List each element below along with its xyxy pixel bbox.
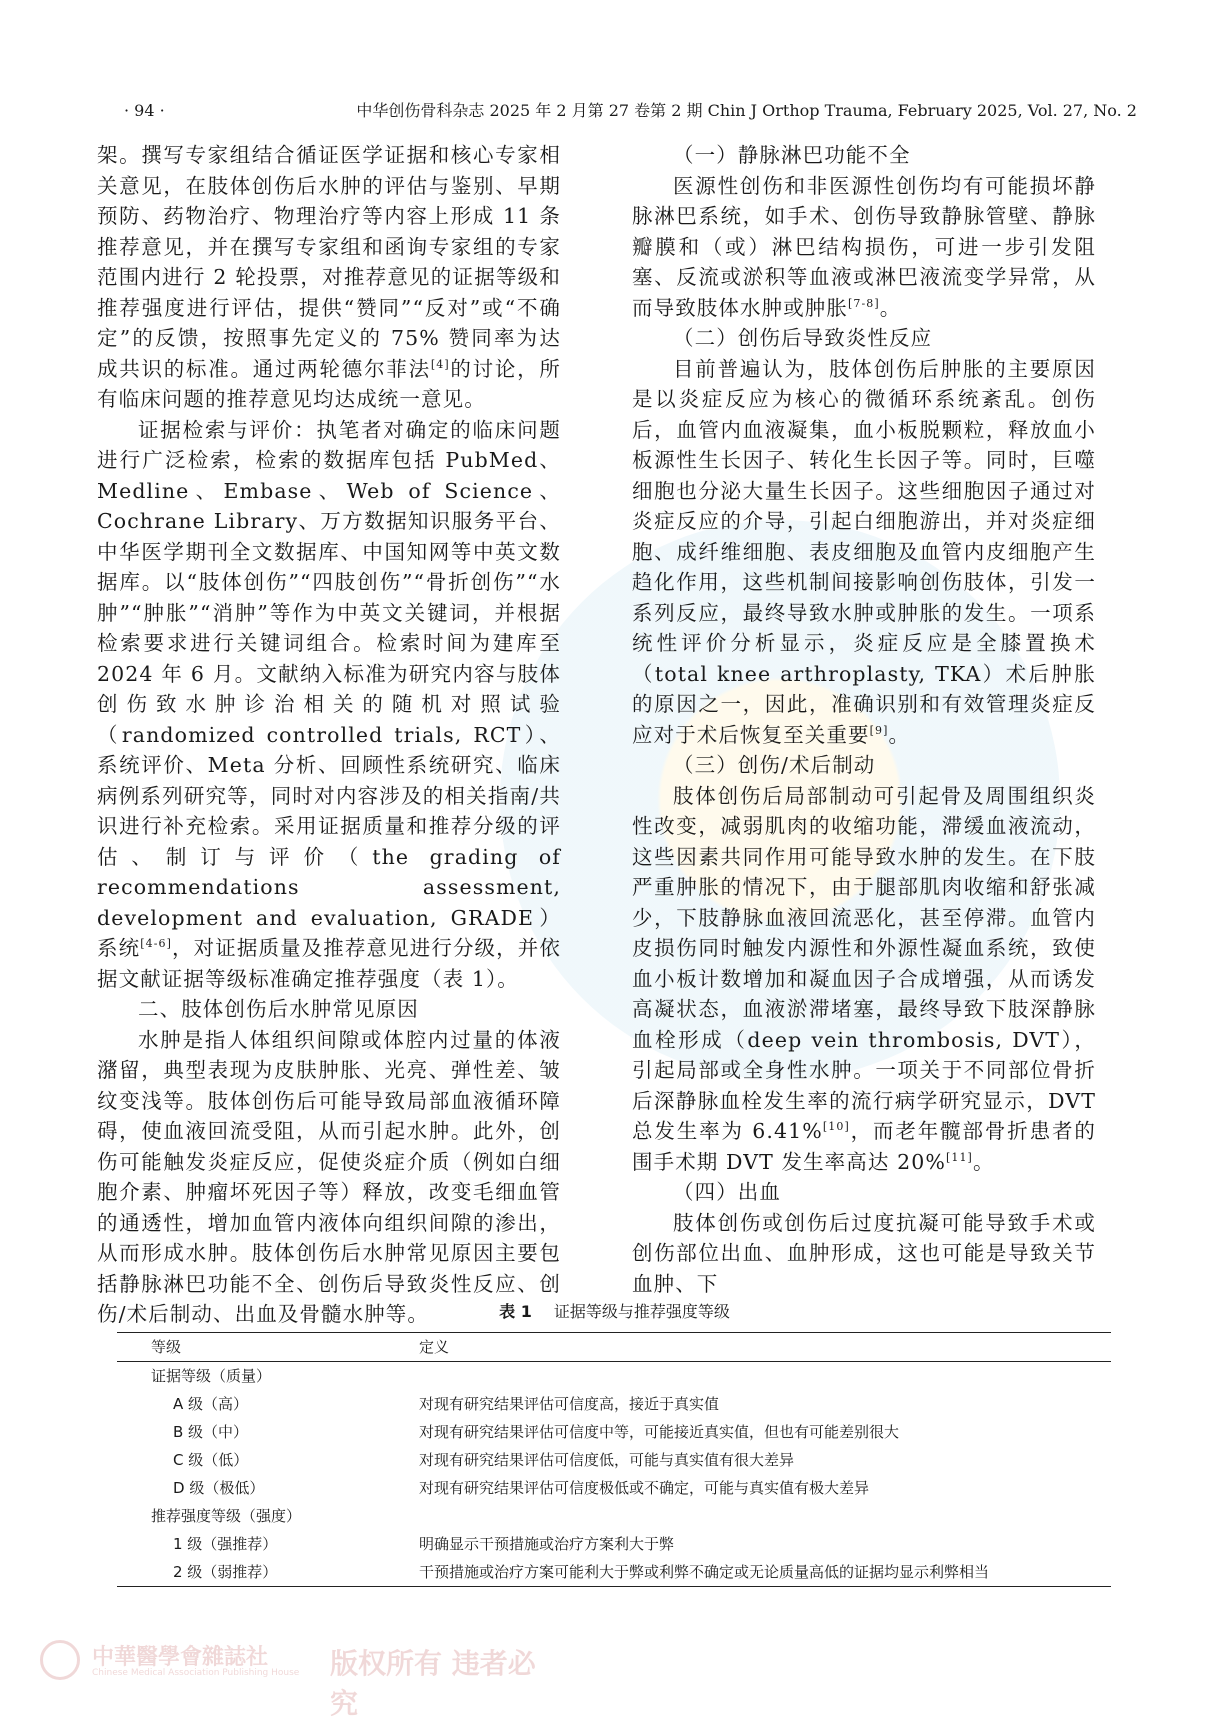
level-cell: D 级（极低） bbox=[173, 1479, 265, 1497]
column-header-definition: 定义 bbox=[419, 1338, 450, 1356]
level-cell: 1 级（强推荐） bbox=[173, 1535, 278, 1553]
table-title: 证据等级与推荐强度等级 bbox=[553, 1302, 730, 1321]
table-row bbox=[117, 1390, 1111, 1418]
group-label: 证据等级（质量） bbox=[151, 1367, 272, 1385]
definition-cell: 对现有研究结果评估可信度低，可能与真实值有很大差异 bbox=[419, 1451, 795, 1469]
paragraph: 目前普遍认为，肢体创伤后肿胀的主要原因是以炎症反应为核心的微循环系统紊乱。创伤后，血管内血液凝集，血小板脱颗粒，释放血小板源性生长因子、转化生长因子等。同时，巨噬细胞也分泌大量生长因子。这些细胞因子通过对炎症反应的介导，引起白细胞游出，并对炎症细胞、成纤维细胞、表皮细胞及血管内皮细胞产生趋化作用，这些机制间接影响创伤肢体，引发一系列反应，最终导致水肿或肿胀的发生。一项系统性评价分析显示，炎症反应是全膝置换术（total knee arthroplasty, TKA）术后肿胀的原因之一，因此，准确识别和有效管理炎症反应对于术后恢复至关重要[9]。 bbox=[632, 356, 1096, 747]
reference[interactable]: [7-8] bbox=[848, 296, 880, 310]
publisher-footer bbox=[40, 1636, 560, 1720]
table-caption bbox=[0, 1300, 1229, 1324]
level-cell: C 级（低） bbox=[173, 1451, 249, 1469]
evidence-grade-table bbox=[117, 1332, 1111, 1587]
journal-citation: 中华创伤骨科杂志 2025 年 2 月第 27 卷第 2 期 Chin J Orthop Trauma, February 2025, Vol. 27, No. 2 bbox=[356, 101, 1137, 120]
column-header-level: 等级 bbox=[151, 1338, 182, 1356]
paragraph: 架。撰写专家组结合循证医学证据和核心专家相关意见，在肢体创伤后水肿的评估与鉴别、早期预防、药物治疗、物理治疗等内容上形成 11 条推荐意见，并在撰写专家组和函询专家组的专家范围内进行 2 轮投票，对推荐意见的证据等级和推荐强度进行评估，提供“赞同”“反对”或“不确定”的反馈，按照事先定义的 75% 赞同率为达成共识的标准。通过两轮德尔菲法[4]的讨论，所有临床问题的推荐意见均达成统一意见。 bbox=[97, 143, 562, 411]
table-header-row bbox=[117, 1333, 1111, 1362]
publisher-name-en: Chinese Medical Association Publishing House bbox=[92, 1668, 300, 1678]
definition-cell: 干预措施或治疗方案可能利大于弊或利弊不确定或无论质量高低的证据均显示利弊相当 bbox=[419, 1563, 990, 1581]
definition-cell: 对现有研究结果评估可信度中等，可能接近真实值，但也有可能差别很大 bbox=[419, 1423, 900, 1441]
copyright-mark: 版权所有 违者必究 bbox=[330, 1647, 536, 1720]
table-row bbox=[117, 1446, 1111, 1474]
reference[interactable]: [4] bbox=[430, 357, 450, 371]
table-group-row bbox=[117, 1362, 1111, 1391]
table-row bbox=[117, 1530, 1111, 1558]
table-row bbox=[117, 1474, 1111, 1502]
level-cell: 2 级（弱推荐） bbox=[173, 1563, 278, 1581]
reference[interactable]: [11] bbox=[945, 1150, 973, 1164]
paragraph: 医源性创伤和非医源性创伤均有可能损坏静脉淋巴系统，如手术、创伤导致静脉管壁、静脉瓣膜和（或）淋巴结构损伤，可进一步引发阻塞、反流或淤积等血液或淋巴液流变学异常，从而导致肢体水肿或肿胀[7-8]。 bbox=[632, 173, 1096, 320]
subsection-heading: （四）出血 bbox=[673, 1180, 781, 1204]
reference[interactable]: [9] bbox=[869, 723, 889, 737]
subsection-heading: （二）创伤后导致炎性反应 bbox=[673, 326, 933, 350]
level-cell: B 级（中） bbox=[173, 1423, 249, 1441]
subsection-heading: （一）静脉淋巴功能不全 bbox=[673, 143, 911, 167]
table-label: 表 1 bbox=[499, 1302, 532, 1321]
section-heading: 二、肢体创伤后水肿常见原因 bbox=[138, 997, 419, 1021]
publisher-name: 中華醫學會雜誌社 bbox=[92, 1645, 269, 1670]
page-header bbox=[0, 98, 1229, 124]
table-group-row bbox=[117, 1502, 1111, 1530]
paragraph: 证据检索与评价：执笔者对确定的临床问题进行广泛检索，检索的数据库包括 PubMed、Medline、Embase、Web of Science、Cochrane Library、万方数据知识服务平台、中华医学期刊全文数据库、中国知网等中英文数据库。以“肢体创伤”“四肢创伤”“骨折创伤”“水肿”“肿胀”“消肿”等作为中英文关键词，并根据检索要求进行关键词组合。检索时间为建库至 2024 年 6 月。文献纳入标准为研究内容与肢体创伤致水肿诊治相关的随机对照试验（randomized controlled trials, RCT）、系统评价、Meta 分析、回顾性系统研究、临床病例系列研究等，同时对内容涉及的相关指南/共识进行补充检索。采用证据质量和推荐分级的评估、制订与评价（the grading of recommendations assessment, development and evaluation, GRADE）系统[4-6]，对证据质量及推荐意见进行分级，并依据文献证据等级标准确定推荐强度（表 1）。 bbox=[97, 417, 561, 991]
table-row bbox=[117, 1418, 1111, 1446]
level-cell: A 级（高） bbox=[173, 1395, 249, 1413]
paragraph: 肢体创伤后局部制动可引起骨及周围组织炎性改变，减弱肌肉的收缩功能，滞缓血液流动，这些因素共同作用可能导致水肿的发生。在下肢严重肿胀的情况下，由于腿部肌肉收缩和舒张减少，下肢静脉血液回流恶化，甚至停滞。血管内皮损伤同时触发内源性和外源性凝血系统，致使血小板计数增加和凝血因子合成增强，从而诱发高凝状态，血液淤滞堵塞，最终导致下肢深静脉血栓形成（deep vein thrombosis, DVT），引起局部或全身性水肿。一项关于不同部位骨折后深静脉血栓发生率的流行病学研究显示，DVT 总发生率为 6.41%[10]，而老年髋部骨折患者的围手术期 DVT 发生率高达 20%[11]。 bbox=[632, 783, 1096, 1174]
group-label: 推荐强度等级（强度） bbox=[151, 1507, 302, 1525]
subsection-heading: （三）创伤/术后制动 bbox=[673, 753, 876, 777]
page-number: · 94 · bbox=[124, 101, 165, 120]
definition-cell: 对现有研究结果评估可信度极低或不确定，可能与真实值有极大差异 bbox=[419, 1479, 870, 1497]
right-column bbox=[632, 140, 1096, 1299]
publisher-logo-icon bbox=[40, 1640, 80, 1680]
definition-cell: 明确显示干预措施或治疗方案利大于弊 bbox=[419, 1535, 675, 1553]
table-row bbox=[117, 1558, 1111, 1587]
paragraph: 肢体创伤或创伤后过度抗凝可能导致手术或创伤部位出血、血肿形成，这也可能是导致关节血肿、下 bbox=[632, 1210, 1096, 1296]
paragraph: 水肿是指人体组织间隙或体腔内过量的体液潴留，典型表现为皮肤肿胀、光亮、弹性差、皱纹变浅等。肢体创伤后可能导致局部血液循环障碍，使血液回流受阻，从而引起水肿。此外，创伤可能触发炎症反应，促使炎症介质（例如白细胞介素、肿瘤坏死因子等）释放，改变毛细血管的通透性，增加血管内液体向组织间隙的渗出，从而形成水肿。肢体创伤后水肿常见原因主要包括静脉淋巴功能不全、创伤后导致炎性反应、创伤/术后制动、出血及骨髓水肿等。 bbox=[97, 1027, 561, 1326]
reference[interactable]: [4-6] bbox=[140, 937, 173, 951]
left-column bbox=[97, 140, 561, 1330]
reference[interactable]: [10] bbox=[822, 1120, 850, 1134]
definition-cell: 对现有研究结果评估可信度高，接近于真实值 bbox=[419, 1395, 720, 1413]
